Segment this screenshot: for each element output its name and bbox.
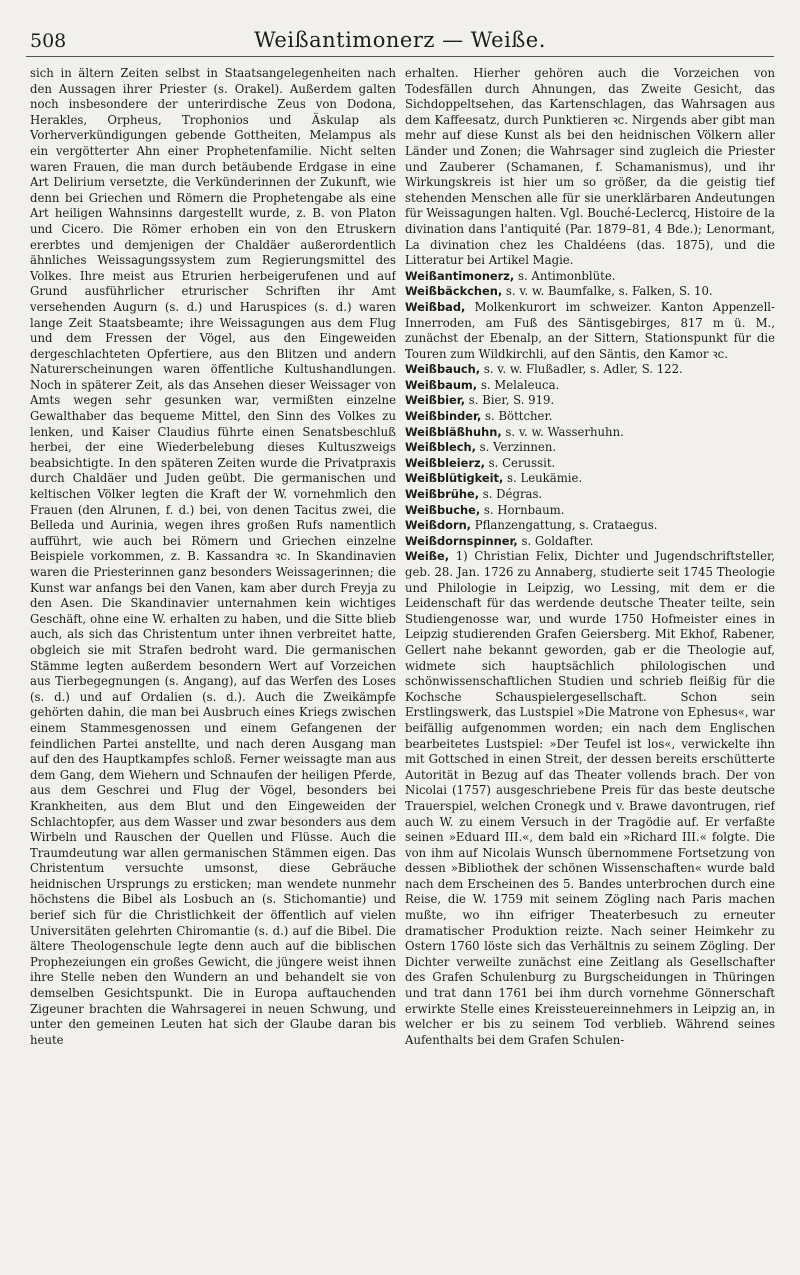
dictionary-entry	[405, 456, 775, 472]
right-column-intro: erhalten. Hierher gehören auch die Vorzeichen von Todesfällen durch Ahnungen, das Zweite Gesicht, das Sichdoppeltsehen, das Kartenschlagen, das Wahrsagen aus dem Kaffeesatz, durch Punktieren ꝛc. Nirgends aber gibt man mehr auf diese Kunst als bei den heidnischen Völkern aller Länder und Zonen; die Wahrsager sind zugleich die Priester und Zauberer (Schamanen, f. Schamanismus), und ihr Wirkungskreis ist hier um so größer, da die geistig tief stehenden Menschen alle für sie unerklärbaren Andeutungen für Weissagungen halten. Vgl. Bouché-Leclercq, Histoire de la divination dans l'antiquité (Par. 1879–81, 4 Bde.); Lenormant, La divination chez les Chaldéens (das. 1875), und die Litteratur bei Artikel Magie.	[405, 66, 775, 268]
entry-lemma: Weißbad,	[405, 299, 466, 314]
entry-text: s. Antimonblüte.	[514, 268, 616, 283]
entry-lemma: Weißblütigkeit,	[405, 471, 504, 486]
entry-lemma: Weißbaum,	[405, 377, 478, 392]
entry-text: s. v. w. Baumfalke, s. Falken, S. 10.	[502, 284, 713, 299]
entry-text: s. Verzinnen.	[475, 440, 557, 455]
entry-lemma: Weißdornspinner,	[405, 533, 518, 548]
entry-text: s. Melaleuca.	[477, 377, 560, 392]
entry-text: Pflanzengattung, s. Crataegus.	[471, 518, 658, 533]
entry-text: s. v. w. Flußadler, s. Adler, S. 122.	[480, 362, 683, 377]
right-column	[405, 66, 775, 1261]
entry-lemma: Weißbier,	[405, 393, 466, 408]
dictionary-entry	[405, 362, 775, 378]
dictionary-entry	[405, 518, 775, 534]
entry-lemma: Weißbuche,	[405, 502, 481, 517]
dictionary-entry	[405, 269, 775, 285]
dictionary-entry	[405, 409, 775, 425]
left-column	[30, 66, 396, 1261]
entry-text: 1) Christian Felix, Dichter und Jugendschriftsteller, geb. 28. Jan. 1726 zu Annaberg, studierte seit 1745 Theologie und Philologie in Leipzig, wo Lessing, mit dem er die Leidenschaft für das werdende deutsche Theater teilte, sein Studiengenosse war, und wurde 1750 Hofmeister eines in Leipzig studierenden Grafen Geiersberg. Mit Ekhof, Rabener, Gellert nahe bekannt geworden, gab er die Theologie auf, widmete sich hauptsächlich philologischen und schönwissenschaftlichen Studien und schrieb fleißig für die Kochsche Schauspielergesellschaft. Schon sein Erstlingswerk, das Lustspiel »Die Matrone von Ephesus«, war beifällig aufgenommen worden; ein nach dem Englischen bearbeitetes Lustspiel: »Der Teufel ist los«, verwickelte ihn mit Gottsched in einen Streit, der dessen bereits erschütterte Autorität in Bezug auf das Theater vollends brach. Der von Nicolai (1757) ausgeschriebene Preis für das beste deutsche Trauerspiel, welchen Cronegk und v. Brawe davontrugen, rief auch W. zu einem Versuch in der Tragödie auf. Er verfaßte seinen »Eduard III.«, dem bald ein »Richard III.« folgte. Die von ihm auf Nicolais Wunsch übernommene Fortsetzung von dessen »Bibliothek der schönen Wissenschaften« wurde bald nach dem Erscheinen des 5. Bandes unterbrochen durch eine Reise, die W. 1759 mit seinem Zögling nach Paris machen mußte, wo ihn eifriger Theaterbesuch zu erneuter dramatischer Produktion reizte. Nach seiner Heimkehr zu Ostern 1760 löste sich das Verhältnis zu seinem Zögling. Der Dichter verweilte zunächst eine Zeitlang als Gesellschafter des Grafen Schulenburg zu Burgscheidungen in Thüringen und trat dann 1761 bei ihm durch vornehme Gönnerschaft erwirkte Stelle eines Kreissteuereinnehmers in Leipzig an, in welcher er bis zu seinem Tod verblieb. Während seines Aufenthalts bei dem Grafen Schulen-	[405, 549, 775, 1047]
left-column-text: sich in ältern Zeiten selbst in Staatsangelegenheiten nach den Aussagen ihrer Priester (s. Orakel). Außerdem galten noch insbesondere der unterirdische Zeus von Dodona, Herakles, Orpheus, Trophonios und Äskulap als Vorherverkündigungen gebende Gottheiten, Melampus als ein vergötterter Ahn einer Prophetenfamilie. Nicht selten waren Frauen, die man durch betäubende Erdgase in eine Art Delirium versetzte, die Verkünderinnen der Zukunft, wie denn bei Griechen und Römern die Prophetengabe als eine Art heiligen Wahnsinns dargestellt wurde, z. B. von Platon und Cicero. Die Römer erhoben ein von den Etruskern ererbtes und demjenigen der Chaldäer außerordentlich ähnliches Weissagungssystem zum Regierungsmittel des Volkes. Ihre meist aus Etrurien herbeigerufenen und auf Grund ausführlicher etrurischer Schriften ihr Amt versehenden Augurn (s. d.) und Haruspices (s. d.) waren lange Zeit Staatsbeamte; ihre Weissagungen aus dem Flug und dem Fressen der Vögel, aus den Eingeweiden dergeschlachteten Opfertiere, aus den Blitzen und andern Naturerscheinungen waren öffentliche Kultushandlungen. Noch in späterer Zeit, als das Ansehen dieser Weissager von Amts wegen sehr gesunken war, vermißten einzelne Gewalthaber das bequeme Mittel, den Sinn des Volkes zu lenken, und Kaiser Claudius führte einen Senatsbeschluß herbei, der eine Wiederbelebung dieses Kultuszweigs beabsichtigte. In den späteren Zeiten wurde die Privatpraxis durch Chaldäer und Juden geübt. Die germanischen und keltischen Völker legten die Kraft der W. vornehmlich den Frauen (den Alrunen, f. d.) bei, von denen Tacitus zwei, die Belleda und Aurinia, wegen ihres großen Rufs namentlich aufführt, wie auch bei Römern und Griechen einzelne Beispiele vorkommen, z. B. Kassandra ꝛc. In Skandinavien waren die Priesterinnen ganz besonders Weissagerinnen; die Kunst war anfangs bei den Vanen, kam aber durch Freyja zu den Asen. Die Skandinavier unternahmen kein wichtiges Geschäft, ohne eine W. erhalten zu haben, und die Sitte blieb auch, als sich das Christentum unter ihnen verbreitet hatte, obgleich sie mit Strafen bedroht ward. Die germanischen Stämme legten außerdem besondern Wert auf Vorzeichen aus Tierbegegnungen (s. Angang), auf das Werfen des Loses (s. d.) und auf Ordalien (s. d.). Auch die Zweikämpfe gehörten dahin, die man bei Ausbruch eines Kriegs zwischen einem Stammesgenossen und einem Gefangenen der feindlichen Partei anstellte, und nach deren Ausgang man auf den des Hauptkampfes schloß. Ferner weissagte man aus dem Gang, dem Wiehern und Schnaufen der heiligen Pferde, aus dem Geschrei und Flug der Vögel, besonders bei Krankheiten, aus dem Blut und den Eingeweiden der Schlachtopfer, aus dem Wasser und zwar besonders aus dem Wirbeln und Rauschen der Quellen und Flüsse. Auch die Traumdeutung war allen germanischen Stämmen eigen. Das Christentum versuchte umsonst, diese Gebräuche heidnischen Ursprungs zu ersticken; man wendete nunmehr höchstens die Bibel als Losbuch an (s. Stichomantie) und berief sich für die Christlichkeit der öffentlich auf vielen Universitäten gelehrten Chiromantie (s. d.) auf die Bibel. Die ältere Theologenschule legte denn auch auf die biblischen Prophezeiungen ein großes Gewicht, die jüngere weist ihnen ihre Stelle neben den Wundern an und behandelt sie von demselben Gesichtspunkt. Die in Europa auftauchenden Zigeuner brachten die Wahrsagerei in neuen Schwung, und unter den gemeinen Leuten hat sich der Glaube daran bis heute	[30, 66, 396, 1047]
dictionary-entry	[405, 378, 775, 394]
page-number: 508	[30, 30, 67, 52]
dictionary-entry	[405, 284, 775, 300]
dictionary-entry	[405, 300, 775, 362]
entry-lemma: Weißblech,	[405, 440, 476, 455]
running-head: Weißantimonerz — Weiße.	[254, 28, 546, 52]
dictionary-entries	[405, 269, 775, 1049]
entry-text: s. Goldafter.	[517, 533, 594, 548]
dictionary-entry	[405, 503, 775, 519]
dictionary-entry	[405, 471, 775, 487]
dictionary-entry	[405, 440, 775, 456]
dictionary-entry	[405, 425, 775, 441]
entry-lemma: Weißdorn,	[405, 518, 472, 533]
entry-lemma: Weißbinder,	[405, 409, 482, 424]
entry-lemma: Weißbrühe,	[405, 487, 480, 502]
entry-text: s. Cerussit.	[484, 455, 556, 470]
entry-text: Molkenkurort im schweizer. Kanton Appenzell-Innerroden, am Fuß des Säntisgebirges, 817 m ü. M., zunächst der Ebenalp, an der Sittern, Stationspunkt für die Touren zum Wildkirchli, auf den Säntis, den Kamor ꝛc.	[405, 299, 775, 361]
entry-text: s. Böttcher.	[481, 409, 553, 424]
dictionary-entry	[405, 549, 775, 1048]
entry-lemma: Weißbleierz,	[405, 455, 485, 470]
dictionary-entry	[405, 487, 775, 503]
page-header	[26, 26, 774, 57]
dictionary-entry	[405, 534, 775, 550]
entry-lemma: Weißantimonerz,	[405, 268, 515, 283]
entry-text: s. Bier, S. 919.	[465, 393, 555, 408]
entry-lemma: Weißbauch,	[405, 362, 481, 377]
dictionary-entry	[405, 393, 775, 409]
entry-lemma: Weißbäckchen,	[405, 284, 503, 299]
entry-text: s. Dégras.	[479, 487, 543, 502]
entry-text: s. v. w. Wasserhuhn.	[501, 424, 624, 439]
entry-text: s. Hornbaum.	[480, 502, 565, 517]
entry-lemma: Weiße,	[405, 549, 450, 564]
entry-lemma: Weißbläßhuhn,	[405, 424, 502, 439]
entry-text: s. Leukämie.	[503, 471, 583, 486]
